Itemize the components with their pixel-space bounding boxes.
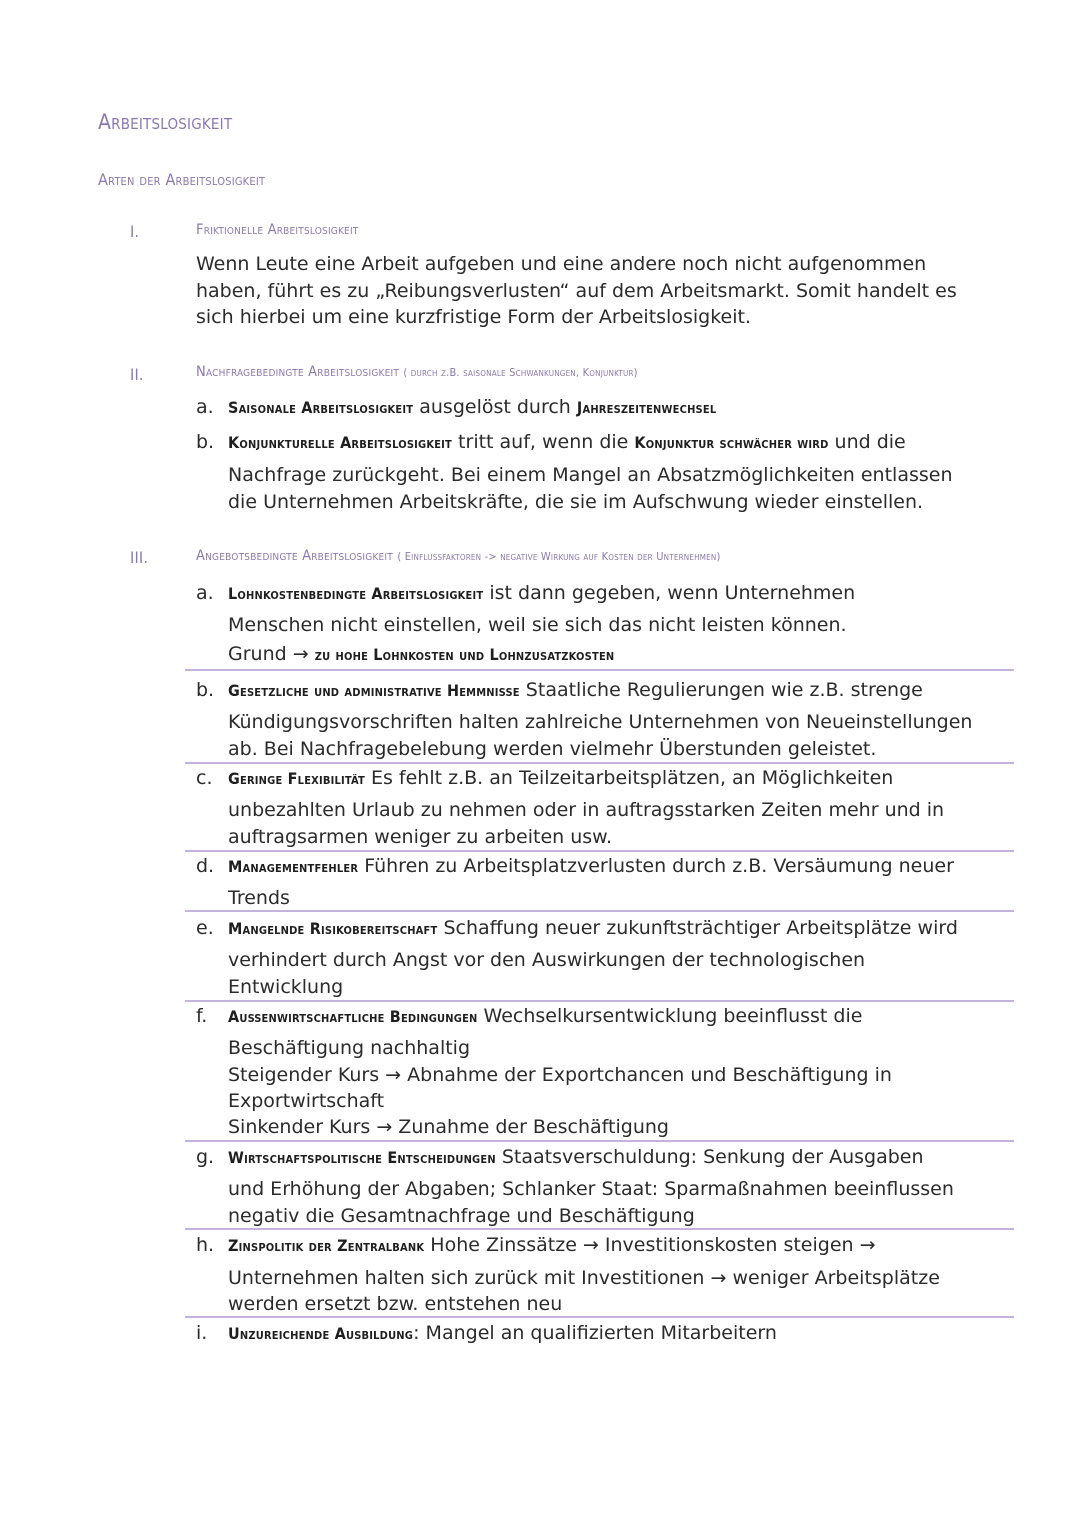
item-3a-cont-1: Menschen nicht einstellen, weil sie sich das nicht leisten können.	[228, 614, 847, 636]
section-title-3-note: ( Einflussfaktoren -> negative Wirkung auf Kosten der Unternehmen)	[397, 550, 721, 563]
item-text: Hohe Zinssätze → Investitionskosten steigen →	[424, 1234, 876, 1256]
item-text: ausgelöst durch	[413, 396, 577, 418]
item-3a-grund	[228, 641, 1008, 669]
item-3h-cont-2: werden ersetzt bzw. entstehen neu	[228, 1293, 563, 1315]
item-keyword: Wirtschaftspolitische Entscheidungen	[228, 1148, 496, 1167]
item-3f-cont-3: Exportwirtschaft	[228, 1090, 385, 1112]
item-3g-cont-2: negativ die Gesamtnachfrage und Beschäftigung	[228, 1204, 695, 1227]
item-keyword: Lohnkostenbedingte Arbeitslosigkeit	[228, 584, 484, 603]
item-label: b.	[196, 431, 215, 453]
item-label: e.	[196, 917, 214, 939]
divider	[185, 1228, 1014, 1230]
item-label: a.	[196, 582, 214, 604]
item-text: Führen zu Arbeitsplatzverlusten durch z.B. Versäumung neuer	[358, 855, 954, 877]
item-3d-cont-1: Trends	[228, 887, 290, 909]
divider	[185, 669, 1014, 671]
section-subtitle: Arten der Arbeitslosigkeit	[98, 170, 266, 189]
item-label: a.	[196, 396, 214, 418]
item-keyword: Saisonale Arbeitslosigkeit	[228, 398, 414, 417]
item-keyword: Konjunkturelle Arbeitslosigkeit	[228, 433, 453, 452]
item-text: Staatliche Regulierungen wie z.B. strenge	[519, 679, 923, 701]
item-2b-cont-1: Nachfrage zurückgeht. Bei einem Mangel an Absatzmöglichkeiten entlassen	[228, 464, 953, 486]
divider	[185, 1316, 1014, 1318]
divider	[185, 850, 1014, 852]
item-label: f.	[196, 1005, 208, 1027]
item-keyword: Managementfehler	[228, 857, 359, 876]
list-item-3c	[196, 765, 996, 793]
section-title-2	[196, 364, 638, 380]
item-keyword: Außenwirtschaftliche Bedingungen	[228, 1007, 478, 1026]
page-title: Arbeitslosigkeit	[98, 110, 233, 134]
section-numeral-1: I.	[130, 222, 140, 241]
section-title-3	[196, 548, 721, 564]
item-text: tritt auf, wenn die	[452, 431, 635, 453]
item-text-2: und die	[828, 431, 906, 453]
section-title-2-main: Nachfragebedingte Arbeitslosigkeit	[196, 364, 400, 380]
item-keyword: Zinspolitik der Zentralbank	[228, 1236, 425, 1255]
list-item-2b	[196, 429, 996, 457]
divider	[185, 910, 1014, 912]
list-item-3i	[196, 1320, 996, 1348]
item-3f-cont-2: Steigender Kurs → Abnahme der Exportchancen und Beschäftigung in	[228, 1064, 892, 1086]
section-1-line-3: sich hierbei um eine kurzfristige Form der Arbeitslosigkeit.	[196, 306, 751, 328]
item-keyword-2: Konjunktur schwächer wird	[634, 433, 829, 452]
grund-label: Grund →	[228, 643, 315, 665]
item-3f-cont-1: Beschäftigung nachhaltig	[228, 1037, 471, 1059]
item-keyword: Unzureichende Ausbildung	[228, 1324, 414, 1343]
item-text: Wechselkursentwicklung beeinflusst die	[477, 1005, 863, 1027]
item-label: i.	[196, 1322, 208, 1344]
item-keyword-2: Jahreszeitenwechsel	[576, 398, 717, 417]
divider	[185, 762, 1014, 764]
divider	[185, 1000, 1014, 1002]
item-3b-cont-2: ab. Bei Nachfragebelebung werden vielmehr Überstunden geleistet.	[228, 737, 877, 760]
item-2b-cont-2: die Unternehmen Arbeitskräfte, die sie im Aufschwung wieder einstellen.	[228, 490, 924, 513]
item-3c-cont-1: unbezahlten Urlaub zu nehmen oder in auftragsstarken Zeiten mehr und in	[228, 799, 945, 821]
item-keyword: Mangelnde Risikobereitschaft	[228, 919, 438, 938]
item-label: g.	[196, 1146, 215, 1168]
item-label: b.	[196, 679, 215, 701]
item-keyword: Geringe Flexibilität	[228, 769, 365, 788]
list-item-3e	[196, 915, 996, 943]
item-3h-cont-1: Unternehmen halten sich zurück mit Investitionen → weniger Arbeitsplätze	[228, 1267, 940, 1289]
divider	[185, 1140, 1014, 1142]
item-3e-cont-2: Entwicklung	[228, 975, 344, 998]
list-item-3h	[196, 1232, 996, 1260]
list-item-3a	[196, 580, 996, 608]
section-1-line-2: haben, führt es zu „Reibungsverlusten“ auf dem Arbeitsmarkt. Somit handelt es	[196, 279, 957, 302]
list-item-2a	[196, 394, 996, 422]
item-keyword: Gesetzliche und administrative Hemmnisse	[228, 681, 520, 700]
list-item-3g	[196, 1144, 996, 1172]
section-title-1: Friktionelle Arbeitslosigkeit	[196, 222, 359, 238]
section-numeral-2: II.	[130, 365, 144, 384]
item-3g-cont-1: und Erhöhung der Abgaben; Schlanker Staat: Sparmaßnahmen beeinflussen	[228, 1178, 954, 1200]
item-text: Schaffung neuer zukunftsträchtiger Arbeitsplätze wird	[437, 917, 958, 939]
item-text: : Mangel an qualifizierten Mitarbeitern	[413, 1322, 777, 1344]
grund-keyword: zu hohe Lohnkosten und Lohnzusatzkosten	[314, 645, 615, 664]
item-label: d.	[196, 855, 215, 877]
item-3b-cont-1: Kündigungsvorschriften halten zahlreiche Unternehmen von Neueinstellungen	[228, 711, 973, 733]
item-3e-cont-1: verhindert durch Angst vor den Auswirkungen der technologischen	[228, 949, 866, 971]
item-label: h.	[196, 1234, 215, 1256]
section-1-line-1: Wenn Leute eine Arbeit aufgeben und eine andere noch nicht aufgenommen	[196, 253, 927, 275]
section-title-2-note: ( durch z.B. saisonale Schwankungen, Konjunktur)	[403, 366, 638, 379]
item-label: c.	[196, 767, 213, 789]
section-title-3-main: Angebotsbedingte Arbeitslosigkeit	[196, 548, 393, 564]
item-text: Staatsverschuldung: Senkung der Ausgaben	[495, 1146, 924, 1168]
item-3c-cont-2: auftragsarmen weniger zu arbeiten usw.	[228, 825, 612, 848]
list-item-3f	[196, 1003, 996, 1031]
item-text: Es fehlt z.B. an Teilzeitarbeitsplätzen, an Möglichkeiten	[364, 767, 894, 789]
item-3f-cont-4: Sinkender Kurs → Zunahme der Beschäftigung	[228, 1116, 669, 1138]
list-item-3d	[196, 853, 996, 881]
item-text: ist dann gegeben, wenn Unternehmen	[483, 582, 856, 604]
section-numeral-3: III.	[130, 548, 149, 567]
list-item-3b	[196, 677, 996, 705]
